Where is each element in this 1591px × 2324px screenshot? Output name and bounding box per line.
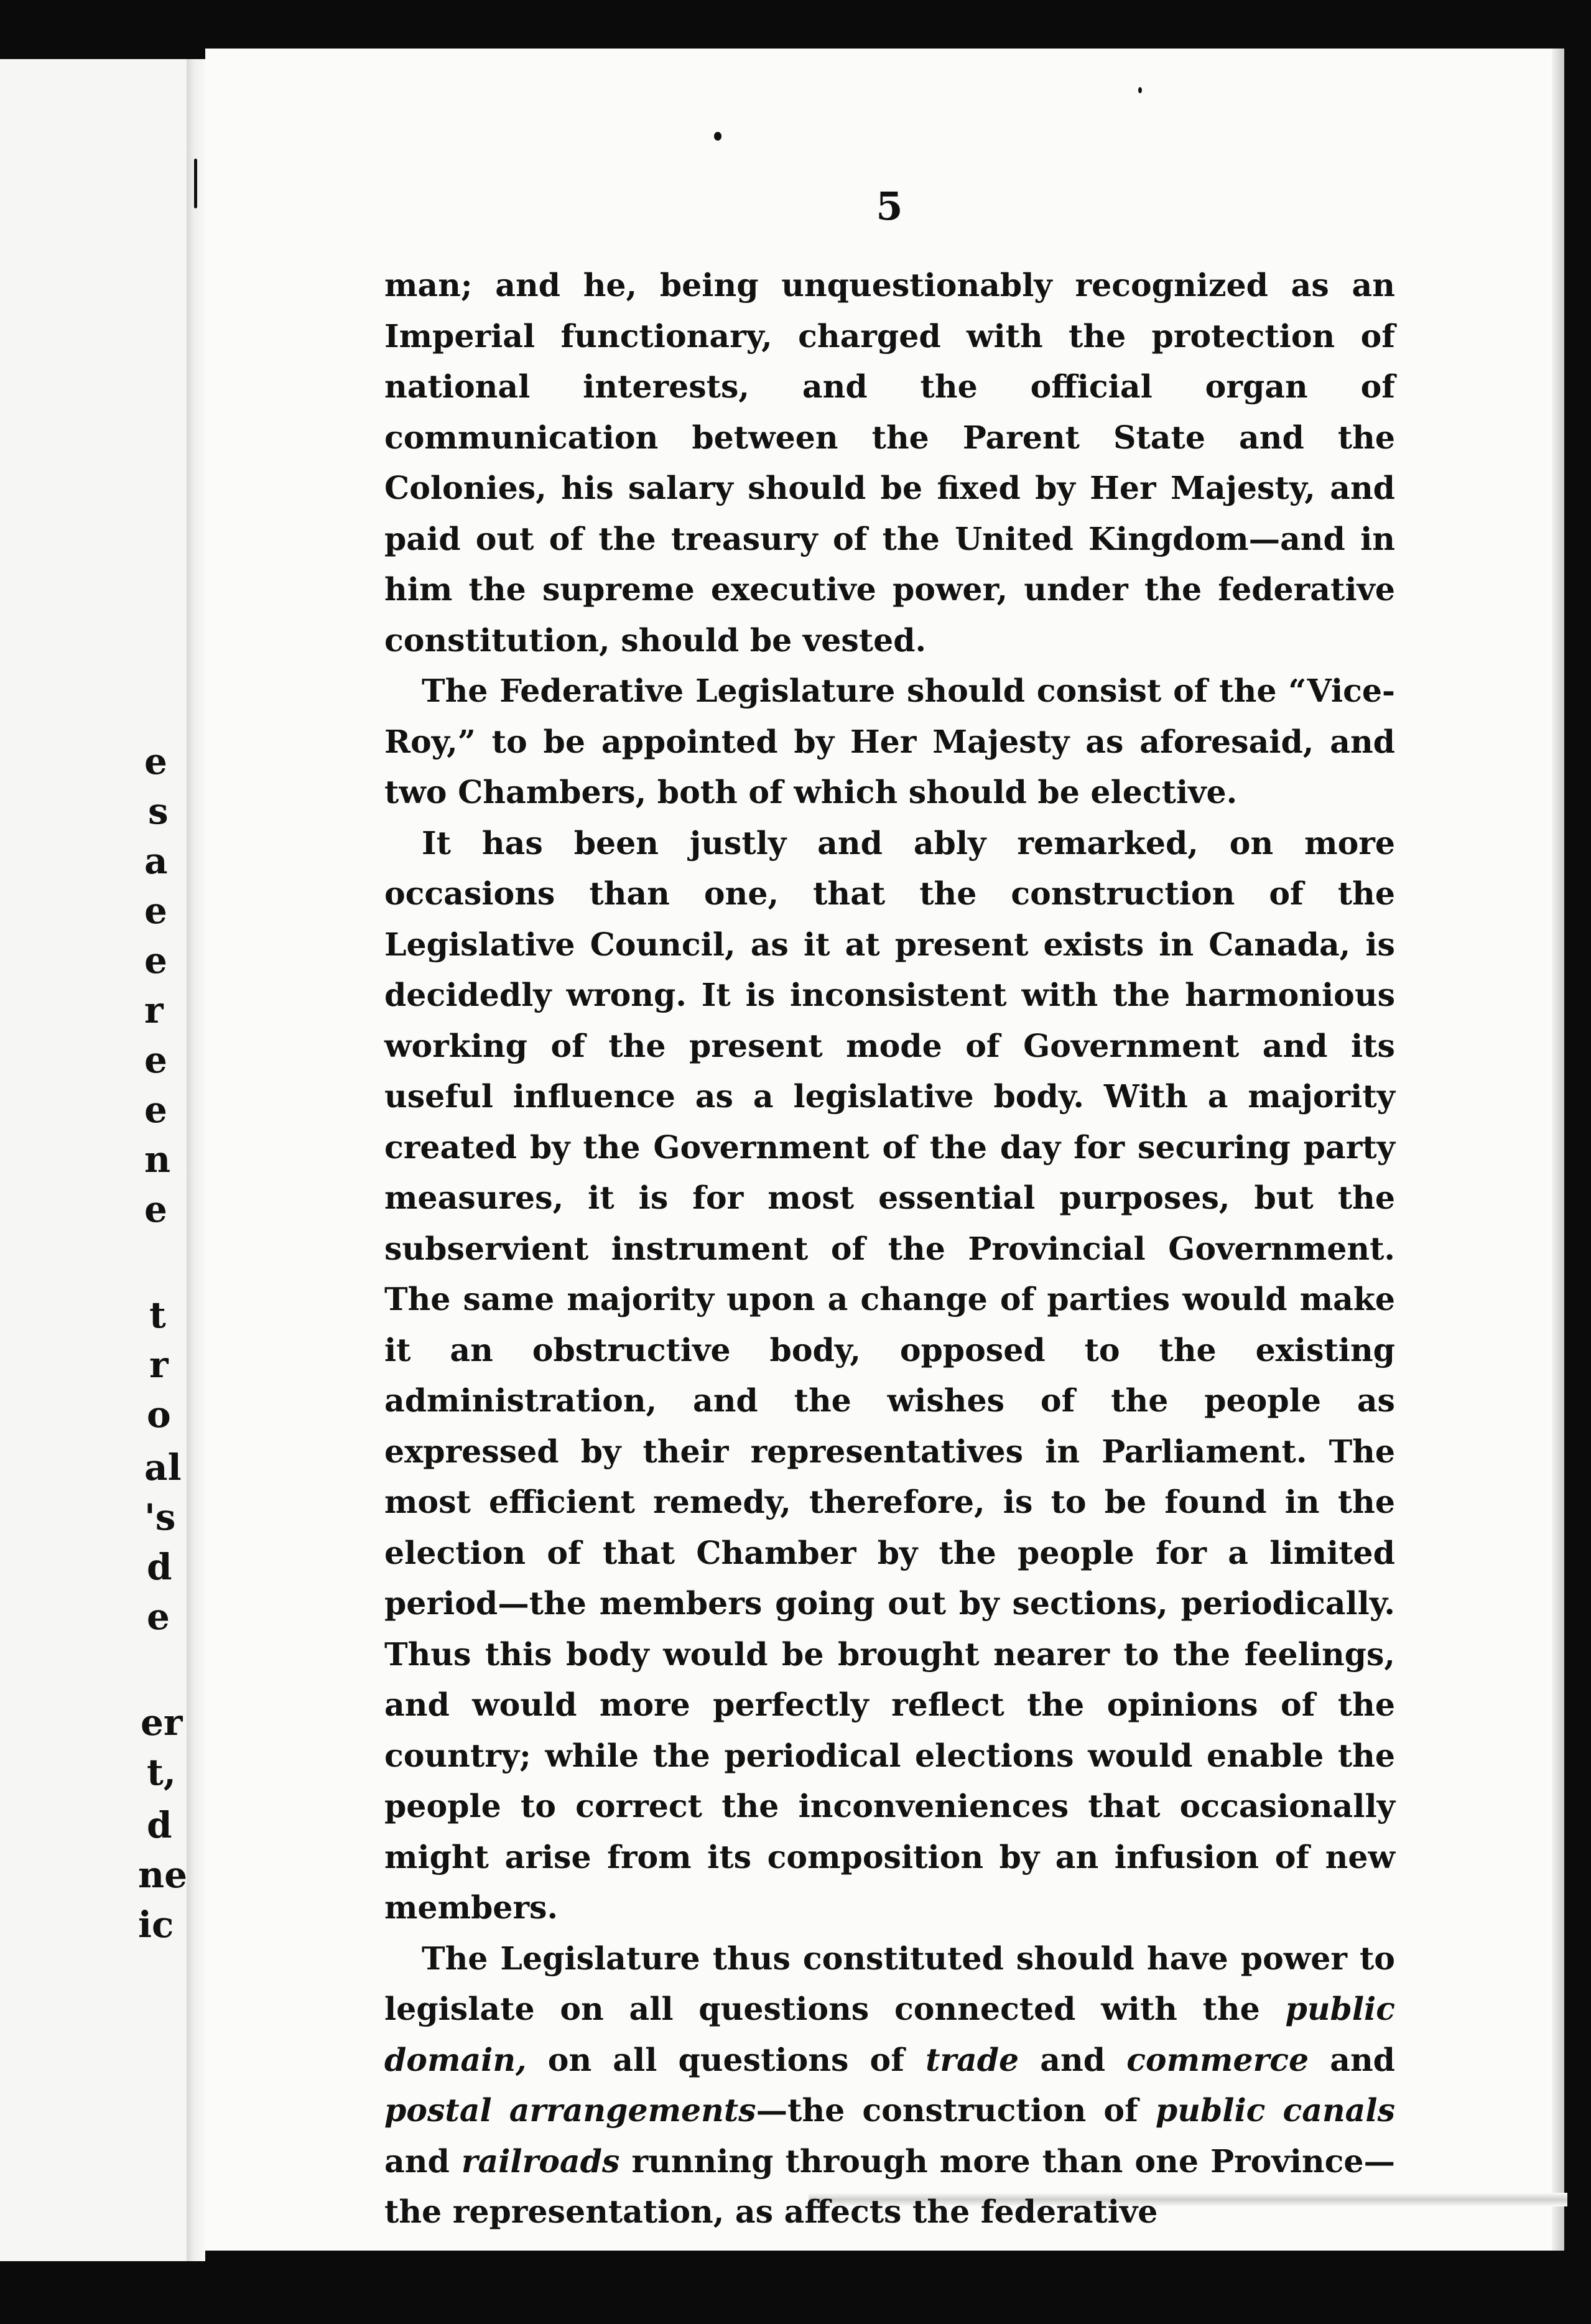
text-run: on all questions of (526, 2041, 926, 2078)
edge-letter: ne (138, 1854, 188, 1896)
edge-letter: d (147, 1804, 172, 1846)
edge-letter: t, (147, 1751, 176, 1793)
text-run: and (1309, 2041, 1395, 2078)
edge-letter: o (147, 1393, 171, 1436)
italic-term-postal-arrangements: postal arrangements (384, 2092, 756, 2129)
italic-term-public-domain: public domain, (384, 1991, 1395, 2078)
edge-letter: er (141, 1701, 183, 1744)
edge-letter: e (144, 1039, 167, 1081)
text-run: The Legislature thus constituted should have power to legislate on all questions connected with the (384, 1940, 1395, 2027)
edge-letter: a (144, 840, 168, 882)
text-run: and (1019, 2041, 1127, 2078)
edge-letter: e (144, 890, 167, 932)
paragraph: man; and he, being unquestionably recognized as an Imperial functionary, charged with the protection of national interests, and the official organ of communication between the Parent State and the Colonies, his salary should be fixed by Her Majesty, and paid out of the treasury of the United Kingdom—and in him the supreme executive power, under the federative constitution, should be vested. (384, 267, 1395, 659)
edge-letter: t (149, 1294, 166, 1336)
italic-term-trade: trade (925, 2041, 1019, 2078)
edge-letter: r (149, 1344, 169, 1386)
page-number: 5 (876, 184, 903, 229)
text-run: and (384, 2142, 462, 2180)
text-run: —the construction of (756, 2092, 1156, 2129)
edge-letter: al (144, 1446, 182, 1489)
text-run: running through more than one Province—the representation, as affects the federative (384, 2142, 1395, 2230)
italic-term-public-canals: public canals (1155, 2092, 1396, 2129)
edge-letter: e (144, 1188, 167, 1230)
italic-term-railroads: railroads (461, 2142, 620, 2180)
edge-letter: e (144, 1089, 167, 1131)
edge-letter: e (144, 939, 167, 982)
italic-term-commerce: commerce (1126, 2041, 1309, 2078)
edge-letter: n (144, 1138, 171, 1181)
page-right-edge (1552, 49, 1564, 2251)
scan-speck (1138, 87, 1142, 93)
edge-letter: r (144, 989, 164, 1031)
edge-letter: d (147, 1546, 172, 1588)
book-gutter (187, 59, 205, 2261)
edge-letter: e (144, 740, 167, 783)
scan-speck (714, 132, 721, 141)
paragraph: It has been justly and ably remarked, on more occasions than one, that the construction of the Legislative Council, as it at present exists in Canada, is decidedly wrong. It is inconsistent with the harmonious working of the present mode of Government and its useful influence as a legislative body. With a majority created by the Government of the day for securing party measures, it is for most essential purposes, but the subservient instrument of the Provincial Government. The same majority upon a change of parties would make it an obstructive body, opposed to the existing administration, and the wishes of the people as expressed by their representatives in Parliament. The most efficient remedy, therefore, is to be found in the election of that Chamber by the people for a limited period—the members going out by sections, periodically. Thus this body would be brought nearer to the feelings, and would more perfectly reflect the opinions of the country; while the periodical elections would enable the people to correct the inconveniences that occasionally might arise from its composition by an infusion of new members. (384, 824, 1395, 1926)
paragraph (384, 1933, 1395, 2238)
paragraph: The Federative Legislature should consist of the “Vice-Roy,” to be appointed by Her Majesty as aforesaid, and two Chambers, both of which should be elective. (384, 672, 1395, 811)
edge-letter: ic (138, 1903, 174, 1946)
edge-letter: s (148, 790, 169, 832)
edge-letter: e (147, 1596, 170, 1638)
body-text (384, 260, 1395, 2238)
gutter-mark (194, 159, 197, 208)
edge-letter: 's (144, 1496, 176, 1538)
